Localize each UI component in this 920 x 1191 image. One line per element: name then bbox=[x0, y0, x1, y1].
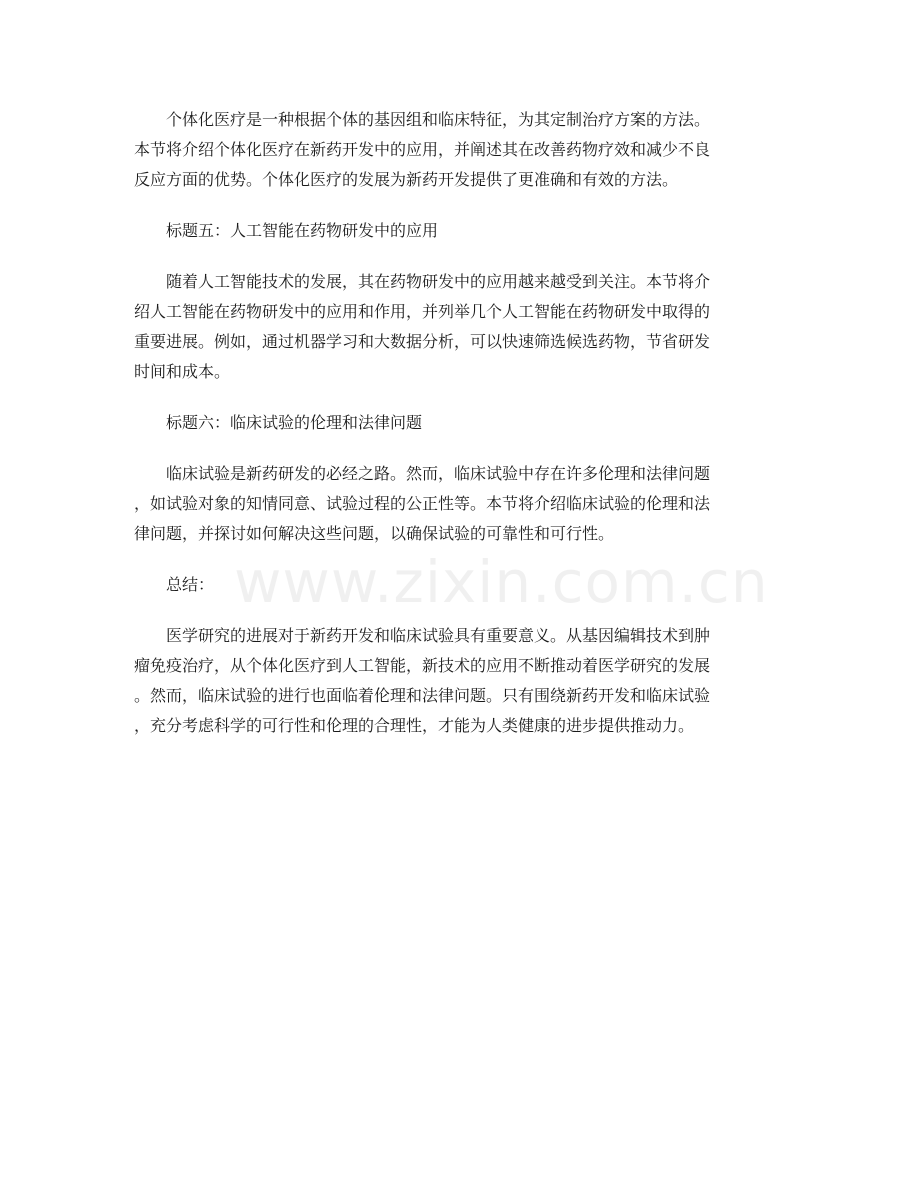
paragraph-clinical-trial-ethics bbox=[134, 459, 786, 549]
text-line: 重要进展。例如，通过机器学习和大数据分析，可以快速筛选候选药物，节省研发 bbox=[134, 332, 711, 351]
text-line: 。然而，临床试验的进行也面临着伦理和法律问题。只有围绕新药开发和临床试验 bbox=[134, 686, 711, 705]
paragraph-summary bbox=[134, 621, 786, 741]
text-line: 时间和成本。 bbox=[134, 362, 231, 381]
text-line: ，如试验对象的知情同意、试验过程的公正性等。本节将介绍临床试验的伦理和法 bbox=[134, 494, 711, 513]
text-line: 医学研究的进展对于新药开发和临床试验具有重要意义。从基因编辑技术到肿 bbox=[166, 626, 711, 645]
watermark: www.zixin.com.cn bbox=[234, 548, 769, 616]
text-line: 个体化医疗是一种根据个体的基因组和临床特征，为其定制治疗方案的方法。 bbox=[166, 110, 711, 129]
summary-heading: 总结： bbox=[166, 575, 215, 594]
text-line: ，充分考虑科学的可行性和伦理的合理性，才能为人类健康的进步提供推动力。 bbox=[134, 716, 695, 735]
document-body bbox=[134, 105, 786, 762]
text-line: 随着人工智能技术的发展，其在药物研发中的应用越来越受到关注。本节将介 bbox=[166, 272, 711, 291]
text-line: 绍人工智能在药物研发中的应用和作用，并列举几个人工智能在药物研发中取得的 bbox=[134, 302, 711, 321]
paragraph-personalized-medicine bbox=[134, 105, 786, 195]
text-line: 瘤免疫治疗，从个体化医疗到人工智能，新技术的应用不断推动着医学研究的发展 bbox=[134, 656, 711, 675]
text-line: 本节将介绍个体化医疗在新药开发中的应用，并阐述其在改善药物疗效和减少不良 bbox=[134, 140, 711, 159]
section-heading-6: 标题六：临床试验的伦理和法律问题 bbox=[166, 413, 423, 432]
text-line: 律问题，并探讨如何解决这些问题，以确保试验的可靠性和可行性。 bbox=[134, 524, 615, 543]
text-line: 反应方面的优势。个体化医疗的发展为新药开发提供了更准确和有效的方法。 bbox=[134, 170, 679, 189]
text-line: 临床试验是新药研发的必经之路。然而，临床试验中存在许多伦理和法律问题 bbox=[166, 464, 711, 483]
paragraph-ai-drug-research bbox=[134, 267, 786, 387]
section-heading-5: 标题五：人工智能在药物研发中的应用 bbox=[166, 221, 439, 240]
